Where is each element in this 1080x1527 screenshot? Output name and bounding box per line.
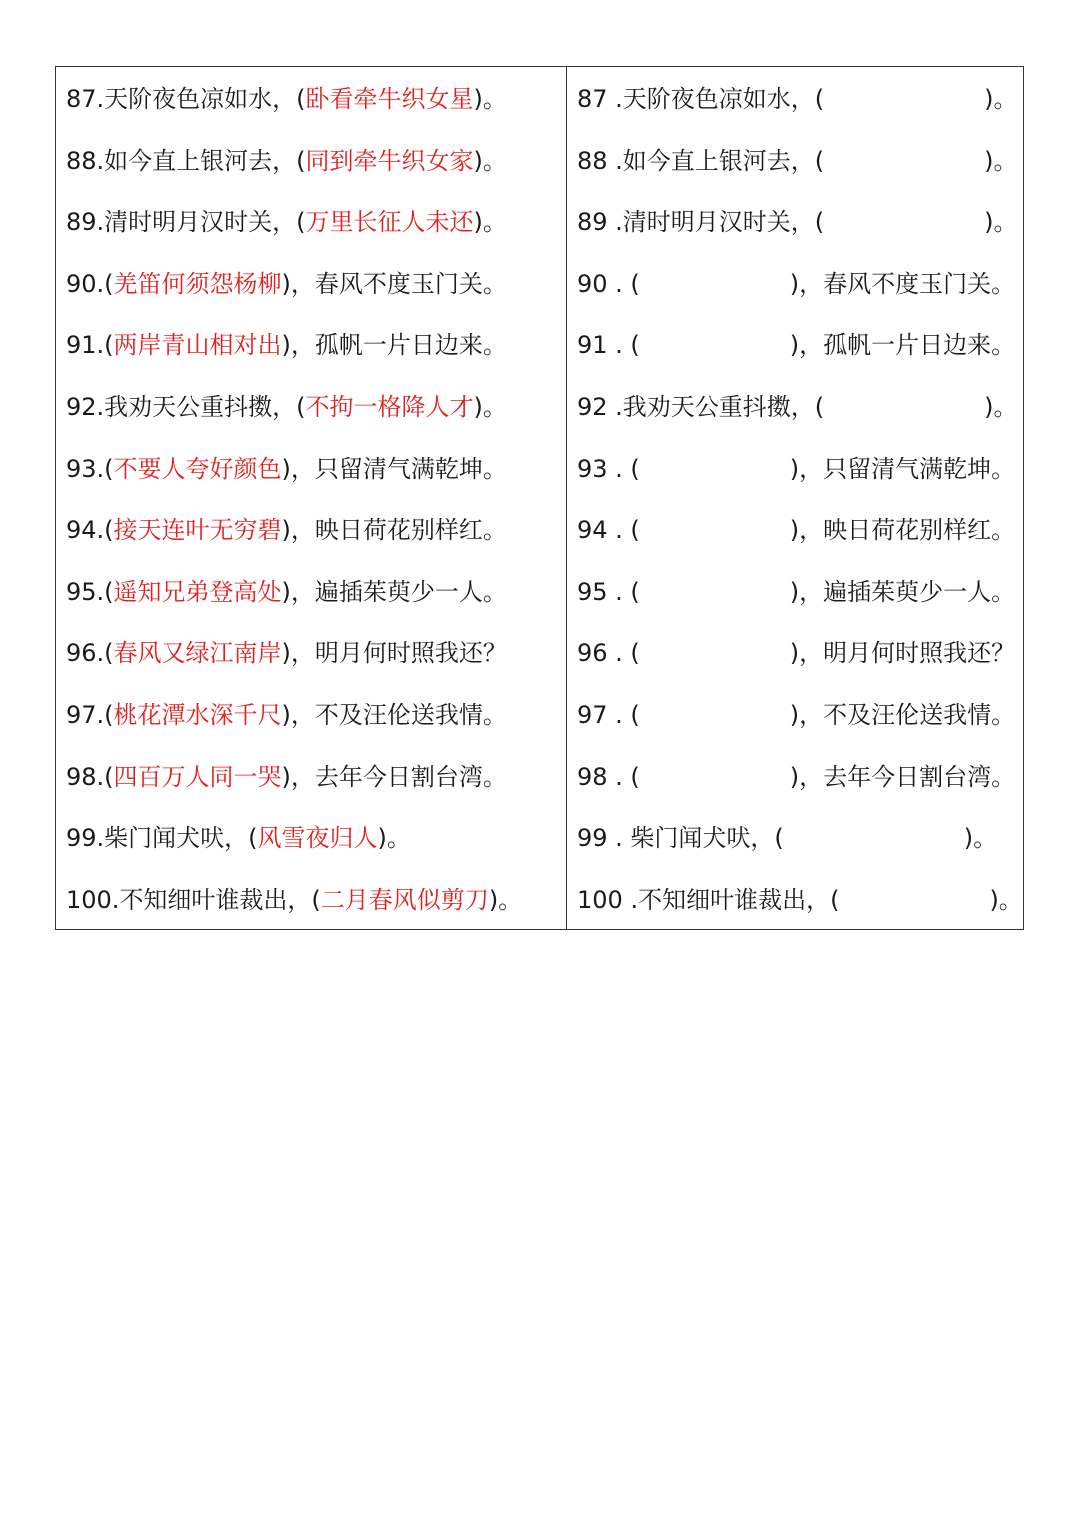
blank-line [577, 757, 1015, 797]
blank-line [577, 510, 1015, 550]
blank-line [577, 325, 1015, 365]
poem-text-after: )，春风不度玉门关。 [281, 269, 507, 298]
poem-text-after: )，不及汪伦送我情。 [281, 701, 507, 729]
blank-text-before: 97 . ( [577, 701, 640, 729]
answer-text: 卧看牵牛织女星 [305, 85, 474, 113]
answer-line [66, 880, 522, 920]
poem-text-before: 清时明月汉时关，( [104, 208, 306, 237]
answer-line [66, 695, 507, 735]
line-number: 99. [66, 824, 105, 853]
blank-text-after: )，去年今日割台湾。 [789, 762, 1016, 791]
answer-line [66, 633, 507, 673]
poem-text-after: )，去年今日割台湾。 [281, 762, 507, 791]
answer-text: 四百万人同一哭 [113, 762, 282, 791]
blank-line [577, 880, 1023, 920]
poem-table [55, 66, 1024, 930]
line-number: 94. [66, 516, 105, 545]
line-number: 88. [66, 146, 105, 175]
blank-text-after: )，孤帆一片日边来。 [789, 331, 1016, 360]
answer-text: 两岸青山相对出 [113, 331, 282, 360]
line-number: 90. [66, 269, 105, 298]
blank-line [577, 695, 1015, 735]
answer-line [66, 202, 507, 242]
poem-text-after: )。 [488, 885, 523, 914]
blank-text-after: )，明月何时照我还？ [789, 639, 1016, 668]
poem-text-after: )。 [473, 393, 507, 421]
blank-text-after: )。 [984, 393, 1018, 421]
poem-text-after: )，映日荷花别样红。 [281, 516, 507, 545]
poem-text-after: )。 [473, 85, 507, 113]
answer-text: 羌笛何须怨杨柳 [113, 269, 282, 298]
line-number: 87. [66, 85, 105, 113]
answer-text: 二月春风似剪刀 [320, 885, 489, 914]
poem-text-after: )。 [473, 208, 507, 237]
blank-line [577, 818, 997, 858]
blank-text-after: )，春风不度玉门关。 [789, 269, 1016, 298]
blank-text-before: 93 . ( [577, 454, 640, 483]
poem-text-before: ( [104, 269, 114, 298]
answer-text: 同到牵牛织女家 [305, 146, 474, 175]
poem-text-after: )，只留清气满乾坤。 [281, 454, 507, 483]
answer-text: 不要人夸好颜色 [113, 454, 282, 483]
answer-column [56, 67, 566, 929]
answer-text: 遥知兄弟登高处 [113, 577, 282, 606]
blank-text-after: )，映日荷花别样红。 [789, 516, 1016, 545]
line-number: 91. [66, 331, 105, 360]
blank-line [577, 633, 1015, 673]
answer-line [66, 387, 507, 427]
blank-text-before: 87 .天阶夜色凉如水，( [577, 85, 825, 113]
line-number: 100. [66, 885, 120, 914]
blank-text-before: 91 . ( [577, 331, 640, 360]
poem-text-before: ( [104, 762, 114, 791]
answer-text: 接天连叶无穷碧 [113, 516, 282, 545]
poem-text-before: 柴门闻犬吠，( [104, 824, 258, 853]
poem-text-after: )。 [473, 146, 507, 175]
line-number: 96. [66, 639, 105, 668]
poem-text-before: ( [104, 577, 114, 606]
line-number: 89. [66, 208, 105, 237]
blank-text-before: 95 . ( [577, 577, 640, 606]
blank-text-before: 94 . ( [577, 516, 640, 545]
blank-text-before: 88 .如今直上银河去，( [577, 146, 825, 175]
blank-text-after: )。 [984, 146, 1018, 175]
line-number: 97. [66, 701, 105, 729]
answer-text: 万里长征人未还 [305, 208, 474, 237]
answer-line [66, 79, 507, 119]
poem-text-after: )，孤帆一片日边来。 [281, 331, 507, 360]
line-number: 98. [66, 762, 105, 791]
blank-text-after: )。 [963, 824, 998, 853]
poem-text-before: ( [104, 701, 114, 729]
blank-text-after: )。 [984, 208, 1018, 237]
blank-line [577, 141, 1018, 181]
blank-text-before: 96 . ( [577, 639, 640, 668]
poem-text-after: )，明月何时照我还？ [281, 639, 507, 668]
blank-text-before: 98 . ( [577, 762, 640, 791]
blank-text-before: 90 . ( [577, 269, 640, 298]
poem-text-after: )。 [377, 824, 411, 853]
blank-line [577, 572, 1015, 612]
answer-line [66, 264, 507, 304]
blank-line [577, 79, 1018, 119]
blank-line [577, 202, 1018, 242]
answer-line [66, 572, 507, 612]
blank-column [567, 67, 1023, 929]
answer-line [66, 449, 507, 489]
answer-line [66, 141, 507, 181]
answer-text: 不拘一格降人才 [305, 393, 474, 421]
blank-line [577, 387, 1018, 427]
blank-text-before: 89 .清时明月汉时关，( [577, 208, 825, 237]
answer-text: 风雪夜归人 [257, 824, 378, 853]
line-number: 92. [66, 393, 105, 421]
answer-line [66, 510, 507, 550]
poem-text-before: ( [104, 639, 114, 668]
blank-line [577, 264, 1015, 304]
poem-text-before: ( [104, 516, 114, 545]
answer-text: 桃花潭水深千尺 [113, 701, 282, 729]
answer-line [66, 757, 507, 797]
poem-text-before: ( [104, 331, 114, 360]
poem-text-after: )，遍插茱萸少一人。 [281, 577, 507, 606]
poem-text-before: ( [104, 454, 114, 483]
blank-text-after: )，只留清气满乾坤。 [789, 454, 1016, 483]
blank-text-after: )。 [989, 885, 1023, 914]
poem-text-before: 天阶夜色凉如水，( [104, 85, 306, 113]
blank-text-after: )。 [984, 85, 1018, 113]
blank-text-after: )，遍插茱萸少一人。 [789, 577, 1016, 606]
blank-text-before: 99 . 柴门闻犬吠，( [577, 824, 784, 853]
blank-text-before: 92 .我劝天公重抖擞，( [577, 393, 825, 421]
blank-line [577, 449, 1015, 489]
blank-text-before: 100 .不知细叶谁裁出，( [577, 885, 840, 914]
poem-text-before: 我劝天公重抖擞，( [104, 393, 306, 421]
answer-line [66, 818, 411, 858]
line-number: 93. [66, 454, 105, 483]
blank-text-after: )，不及汪伦送我情。 [789, 701, 1016, 729]
poem-text-before: 如今直上银河去，( [104, 146, 306, 175]
answer-line [66, 325, 507, 365]
line-number: 95. [66, 577, 105, 606]
answer-text: 春风又绿江南岸 [113, 639, 282, 668]
poem-text-before: 不知细叶谁裁出，( [119, 885, 321, 914]
